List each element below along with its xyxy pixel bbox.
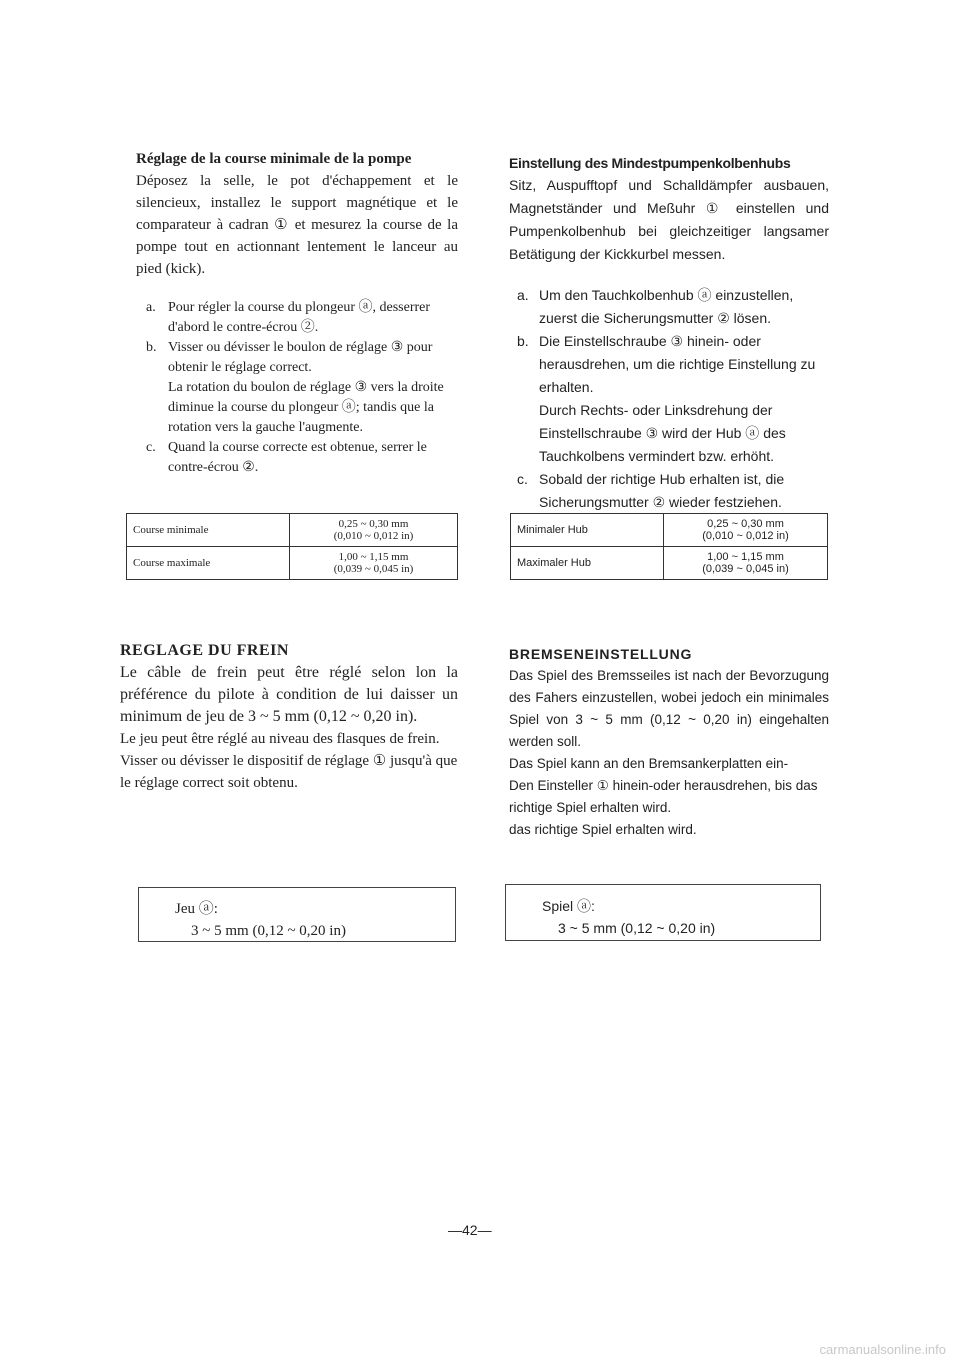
step-text: La rotation du boulon de réglage ③ vers la droite diminue la course du plongeur ⓐ; tandis que la rotation vers la gauche l'augmente.: [168, 380, 444, 435]
pump-title-de: Einstellung des Mindestpumpenkolbenhubs: [509, 155, 791, 171]
pump-steps-de: [509, 284, 829, 514]
step-text: Sobald der richtige Hub erhalten ist, die Sicherungsmutter ② wieder festziehen.: [539, 471, 785, 510]
step-item: [146, 298, 458, 338]
step-label: c.: [146, 440, 156, 455]
brake-p3-fr: Visser ou dévisser le dispositif de réglage ① jusqu'à que le réglage correct soit obtenu.: [120, 753, 458, 791]
table-cell-label: Minimaler Hub: [511, 514, 664, 547]
french-column: [136, 148, 458, 478]
value-mm: 1,00 ~ 1,15 mm: [707, 551, 784, 563]
step-label: [517, 399, 539, 468]
step-text: Um den Tauchkolbenhub ⓐ einzustellen, zuerst die Sicherungsmutter ② lösen.: [539, 287, 794, 326]
step-item: [146, 338, 458, 378]
step-item: [517, 284, 829, 330]
table-row: [511, 547, 828, 580]
page-number: —42—: [448, 1222, 492, 1238]
brake-title-de: BREMSENEINSTELLUNG: [509, 646, 693, 662]
step-label: a.: [146, 300, 156, 315]
value-mm: 0,25 ~ 0,30 mm: [338, 518, 409, 530]
step-item: [517, 399, 829, 468]
table-cell-label: Maximaler Hub: [511, 547, 664, 580]
step-label: c.: [517, 471, 528, 487]
value-in: (0,010 ~ 0,012 in): [702, 530, 789, 542]
brake-p1-fr: Le câble de frein peut être réglé selon lon la préférence du pilote à condition de lui daisser un minimum de jeu de 3 ~ 5 mm (0,12 ~ 0,20 in).: [120, 664, 458, 725]
step-text: Visser ou dévisser le boulon de réglage ③ pour obtenir le réglage correct.: [168, 340, 433, 375]
stroke-table-fr: [126, 513, 458, 580]
step-text: Quand la course correcte est obtenue, serrer le contre-écrou ②.: [168, 440, 427, 475]
step-item: [146, 438, 458, 478]
pump-intro-fr: Déposez la selle, le pot d'échappement et le silencieux, installez le support magnétique et le comparateur à cadran ① et mesurez la course de la pompe tout en actionnant lentement le lanceur au pied (kick).: [136, 173, 458, 277]
box-label: Jeu ⓐ:: [175, 901, 218, 917]
table-row: [127, 547, 458, 580]
brake-p1-de: Das Spiel des Bremsseiles ist nach der Bevorzugung des Fahers einzustellen, wobei jedoch ein minimales Spiel von 3 ~ 5 mm (0,12 ~ 0,20 in) eingehalten werden soll.: [509, 668, 829, 749]
step-text: Die Einstellschraube ③ hinein- oder herausdrehen, um die richtige Einstellung zu erhalten.: [539, 333, 816, 395]
german-column: [509, 152, 829, 514]
brake-p4-de: das richtige Spiel erhalten wird.: [509, 822, 697, 837]
value-in: (0,010 ~ 0,012 in): [333, 530, 414, 542]
brake-title-fr: REGLAGE DU FREIN: [120, 642, 289, 659]
step-label: a.: [517, 287, 529, 303]
brake-p3-de: Den Einsteller ① hinein-oder herausdrehen, bis das richtige Spiel erhalten wird.: [509, 778, 818, 815]
table-cell-value: [664, 514, 828, 547]
brake-p2-de: Das Spiel kann an den Bremsankerplatten ein-: [509, 756, 789, 771]
watermark: carmanualsonline.info: [819, 1342, 946, 1357]
box-value: 3 ~ 5 mm (0,12 ~ 0,20 in): [558, 920, 716, 936]
box-value: 3 ~ 5 mm (0,12 ~ 0,20 in): [191, 923, 346, 939]
step-text: Durch Rechts- oder Linksdrehung der Einstellschraube ③ wird der Hub ⓐ des Tauchkolbens vermindert bzw. erhöht.: [539, 402, 786, 464]
table-row: [127, 514, 458, 547]
pump-steps-fr: [136, 298, 458, 478]
step-label: [146, 378, 168, 438]
stroke-table-de: [510, 513, 828, 580]
table-cell-label: Course maximale: [127, 547, 290, 580]
brake-section-fr: [120, 640, 458, 794]
value-mm: 1,00 ~ 1,15 mm: [338, 551, 409, 563]
brake-section-de: [509, 643, 829, 841]
table-cell-value: [290, 547, 458, 580]
step-item: [517, 330, 829, 399]
free-play-box-de: [505, 884, 821, 941]
table-cell-value: [290, 514, 458, 547]
value-mm: 0,25 ~ 0,30 mm: [707, 518, 784, 530]
table-cell-value: [664, 547, 828, 580]
step-item: [146, 378, 458, 438]
value-in: (0,039 ~ 0,045 in): [333, 563, 414, 575]
step-text: Pour régler la course du plongeur ⓐ, desserrer d'abord le contre-écrou ②.: [168, 300, 431, 335]
free-play-box-fr: [138, 887, 456, 942]
table-cell-label: Course minimale: [127, 514, 290, 547]
pump-title-fr: Réglage de la course minimale de la pompe: [136, 151, 412, 167]
step-item: [517, 468, 829, 514]
brake-p2-fr: Le jeu peut être réglé au niveau des flasques de frein.: [120, 731, 440, 747]
pump-intro-de: Sitz, Auspufftopf und Schalldämpfer ausbauen, Magnetständer und Meßuhr ① einstellen und Pumpenkolbenhub bei gleichzeitiger langsamer Betätigung der Kickkurbel messen.: [509, 177, 829, 262]
value-in: (0,039 ~ 0,045 in): [702, 563, 789, 575]
table-row: [511, 514, 828, 547]
step-label: b.: [146, 340, 157, 355]
box-label: Spiel ⓐ:: [542, 898, 595, 914]
step-label: b.: [517, 333, 529, 349]
